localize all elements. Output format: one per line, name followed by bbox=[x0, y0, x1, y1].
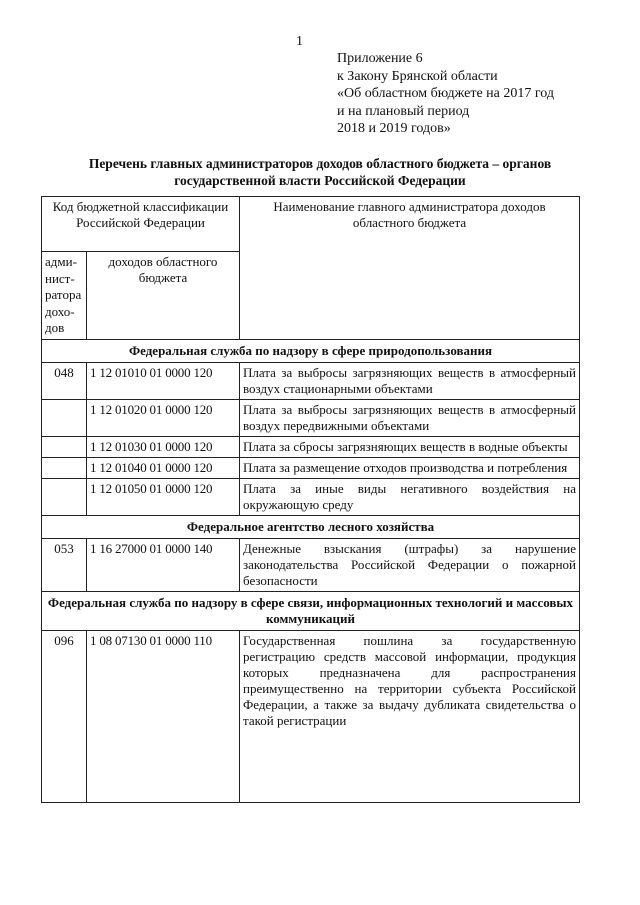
section-title: Федеральное агентство лесного хозяйства bbox=[42, 515, 580, 538]
appendix-line: «Об областном бюджете на 2017 год bbox=[337, 86, 554, 101]
income-name-cell: Плата за сбросы загрязняющих веществ в водные объекты bbox=[240, 436, 580, 457]
section-title: Федеральная служба по надзору в сфере связи, информационных технологий и массовых коммуникаций bbox=[42, 591, 580, 630]
document-title-line: Перечень главных администраторов доходов областного бюджета – органов bbox=[88, 156, 552, 171]
income-name-cell: Государственная пошлина за государственную регистрацию средств массовой информации, продукция которых предназначена для распространения преимущественно на территории субъекта Российской Федерации, а также за выдачу дубликата свидетельства о такой регистрации bbox=[240, 630, 580, 802]
admin-code-cell bbox=[42, 457, 87, 478]
section-header-row bbox=[42, 591, 580, 630]
income-code-cell: 1 12 01020 01 0000 120 bbox=[87, 399, 240, 436]
income-code-cell: 1 16 27000 01 0000 140 bbox=[87, 538, 240, 591]
header-administrator-name: Наименование главного администратора доходов областного бюджета bbox=[240, 197, 580, 340]
section-header-row bbox=[42, 515, 580, 538]
table-row bbox=[42, 538, 580, 591]
document-title-line: государственной власти Российской Федерации bbox=[174, 173, 466, 188]
income-code-cell: 1 12 01030 01 0000 120 bbox=[87, 436, 240, 457]
header-income-code: доходов областного бюджета bbox=[87, 252, 240, 340]
document-title bbox=[30, 155, 610, 189]
appendix-line: к Закону Брянской области bbox=[337, 68, 498, 84]
income-name-cell: Денежные взыскания (штрафы) за нарушение законодательства Российской Федерации о пожарной безопасности bbox=[240, 538, 580, 591]
income-code-cell: 1 12 01040 01 0000 120 bbox=[87, 457, 240, 478]
table-row bbox=[42, 457, 580, 478]
table-row bbox=[42, 630, 580, 802]
section-header-row bbox=[42, 339, 580, 362]
header-code-group: Код бюджетной классификации Российской Федерации bbox=[42, 197, 240, 252]
income-code-cell: 1 12 01010 01 0000 120 bbox=[87, 362, 240, 399]
table-header-row bbox=[42, 197, 580, 252]
section-title: Федеральная служба по надзору в сфере природопользования bbox=[42, 339, 580, 362]
income-name-cell: Плата за иные виды негативного воздействия на окружающую среду bbox=[240, 478, 580, 515]
income-name-cell: Плата за размещение отходов производства и потребления bbox=[240, 457, 580, 478]
appendix-line: Приложение 6 bbox=[337, 51, 423, 66]
appendix-note bbox=[337, 50, 554, 138]
table-row bbox=[42, 362, 580, 399]
admin-code-cell bbox=[42, 436, 87, 457]
appendix-line: и на плановый период bbox=[337, 103, 470, 119]
income-name-cell: Плата за выбросы загрязняющих веществ в атмосферный воздух стационарными объектами bbox=[240, 362, 580, 399]
admin-code-cell: 048 bbox=[42, 362, 87, 399]
appendix-line: 2018 и 2019 годов» bbox=[337, 121, 451, 136]
admin-code-cell bbox=[42, 478, 87, 515]
income-code-cell: 1 08 07130 01 0000 110 bbox=[87, 630, 240, 802]
administrators-table bbox=[41, 196, 580, 803]
income-code-cell: 1 12 01050 01 0000 120 bbox=[87, 478, 240, 515]
admin-code-cell bbox=[42, 399, 87, 436]
income-name-cell: Плата за выбросы загрязняющих веществ в атмосферный воздух передвижными объектами bbox=[240, 399, 580, 436]
table-row bbox=[42, 478, 580, 515]
header-administrator-code: адми-нист-ратора дохо-дов bbox=[42, 252, 87, 340]
table-row bbox=[42, 436, 580, 457]
table-row bbox=[42, 399, 580, 436]
admin-code-cell: 096 bbox=[42, 630, 87, 802]
admin-code-cell: 053 bbox=[42, 538, 87, 591]
page-number: 1 bbox=[296, 34, 303, 49]
